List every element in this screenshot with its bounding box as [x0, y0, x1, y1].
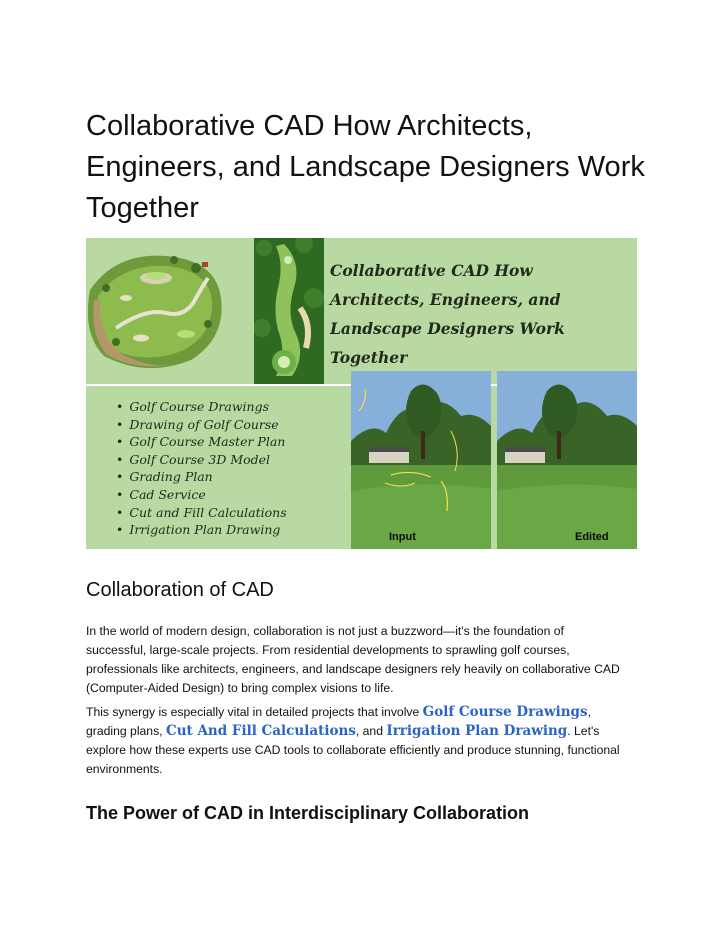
- link-golf-course-drawings[interactable]: Golf Course Drawings: [422, 704, 588, 720]
- edited-photo: [497, 371, 637, 549]
- service-item: • Irrigation Plan Drawing: [116, 521, 287, 539]
- golf-photo-input-image: [351, 371, 491, 549]
- paragraph-text: , and: [355, 724, 387, 738]
- input-photo: [351, 371, 491, 549]
- paragraph-text: This synergy is especially vital in detailed projects that involve: [86, 705, 423, 719]
- service-item: • Grading Plan: [116, 468, 287, 486]
- section-heading-collaboration: Collaboration of CAD: [86, 579, 274, 601]
- golf-hole-plan-illustration: [254, 238, 324, 384]
- synergy-paragraph: [86, 703, 626, 779]
- service-item: • Golf Course 3D Model: [116, 451, 287, 469]
- page-title: Collaborative CAD How Architects, Engineers, and Landscape Designers Work Together: [86, 110, 645, 224]
- section-heading-power-of-cad: The Power of CAD in Interdisciplinary Collaboration: [86, 803, 530, 823]
- paragraph-text: , grading plans,: [86, 705, 591, 738]
- link-irrigation-plan-drawing[interactable]: Irrigation Plan Drawing: [386, 723, 568, 739]
- service-item: • Drawing of Golf Course: [116, 416, 287, 434]
- golf-photo-edited-image: [497, 371, 637, 549]
- service-list: [116, 398, 287, 539]
- service-item: • Cut and Fill Calculations: [116, 504, 287, 522]
- service-item: • Golf Course Master Plan: [116, 433, 287, 451]
- hero-banner-image: [86, 238, 637, 549]
- intro-paragraph: In the world of modern design, collaboration is not just a buzzword—it's the foundation of successful, large-scale projects. From residential developments to sprawling golf courses, professionals like architects, engineers, and landscape designers rely heavily on collaborative CAD (Computer-Aided Design) to bring complex visions to life.: [86, 624, 620, 695]
- input-label: Input: [389, 531, 416, 543]
- banner-title: Collaborative CAD How Architects, Engineers, and Landscape Designers Work Together: [330, 261, 565, 367]
- link-cut-and-fill-calculations[interactable]: Cut And Fill Calculations: [165, 723, 356, 739]
- golf-course-3d-illustration: [86, 238, 251, 378]
- service-item: • Golf Course Drawings: [116, 398, 287, 416]
- paragraph-text: . Let's explore how these experts use CAD tools to collaborate efficiently and produce stunning, functional environments.: [86, 724, 620, 776]
- service-item: • Cad Service: [116, 486, 287, 504]
- edited-label: Edited: [575, 531, 609, 543]
